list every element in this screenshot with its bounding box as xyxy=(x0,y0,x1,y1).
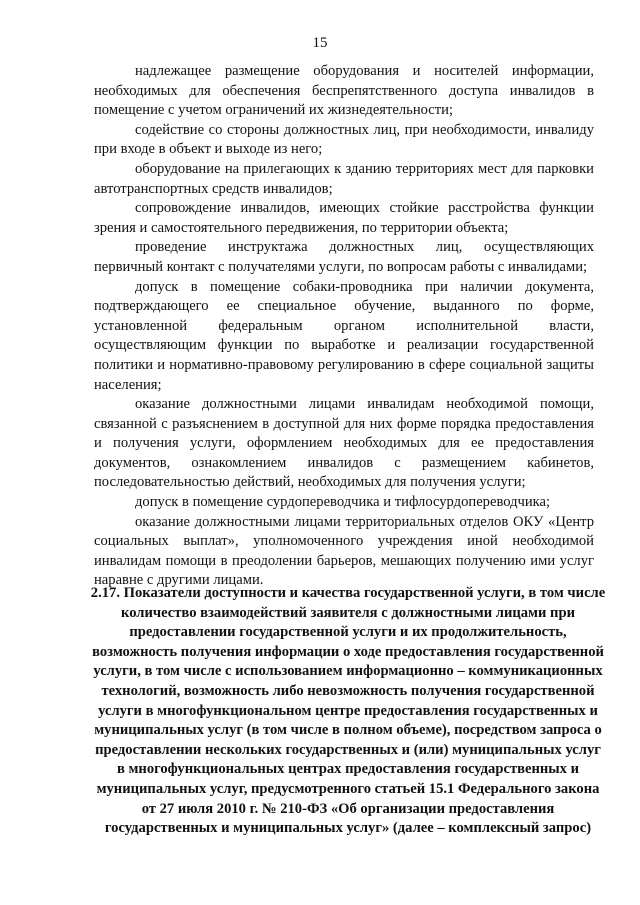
paragraph: допуск в помещение сурдопереводчика и тифлосурдопереводчика; xyxy=(135,494,551,511)
paragraph: допуск в помещение собаки-проводника при наличии документа, подтверждающего ее специальное обучение, выданного по форме, установленной федеральным органом исполнительной власти, осуществляющим функции по выработке и реализации государственной политики и нормативно-правовому регулированию в сфере социальной защиты населения; xyxy=(94,278,594,393)
paragraph: оказание должностными лицами территориальных отделов ОКУ «Центр социальных выплат», уполномоченного учреждения иной необходимой инвалидам помощи в преодолении барьеров, мешающих получению ими услуг наравне с другими лицами. xyxy=(94,513,594,589)
paragraph: оказание должностными лицами инвалидам необходимой помощи, связанной с разъяснением в доступной для них форме порядка предоставления и получения услуги, оформлением необходимых для ее предоставления документов, ознакомлением инвалидов с размещением кабинетов, последовательностью действий, необходимых для получения услуги; xyxy=(94,396,594,491)
body-text xyxy=(94,62,594,591)
section-heading: 2.17. Показатели доступности и качества государственной услуги, в том числе количество взаимодействий заявителя с должностными лицами при предоставлении государственной услуги и их продолжительность, возможность получения информации о ходе предоставления государственной услуги, в том числе с использованием информационно – коммуникационных технологий, возможность либо невозможность получения государственной услуги в многофункциональном центре предоставления государственных и муниципальных услуг (в том числе в полном объеме), посредством запроса о предоставлении нескольких государственных и (или) муниципальных услуг в многофункциональных центрах предоставления государственных и муниципальных услуг, предусмотренного статьей 15.1 Федерального закона от 27 июля 2010 г. № 210-ФЗ «Об организации предоставления государственных и муниципальных услуг» (далее – комплексный запрос) xyxy=(90,585,606,837)
paragraph: оборудование на прилегающих к зданию территориях мест для парковки автотранспортных средств инвалидов; xyxy=(94,160,594,197)
paragraph: надлежащее размещение оборудования и носителей информации, необходимых для обеспечения беспрепятственного доступа инвалидов в помещение с учетом ограничений их жизнедеятельности; xyxy=(94,63,594,119)
paragraph: содействие со стороны должностных лиц, при необходимости, инвалиду при входе в объект и выходе из него; xyxy=(94,121,594,158)
paragraph: сопровождение инвалидов, имеющих стойкие расстройства функции зрения и самостоятельного передвижения, по территории объекта; xyxy=(94,200,594,236)
page-number: 15 xyxy=(312,35,328,51)
paragraph: проведение инструктажа должностных лиц, осуществляющих первичный контакт с получателями услуги, по вопросам работы с инвалидами; xyxy=(94,239,594,275)
